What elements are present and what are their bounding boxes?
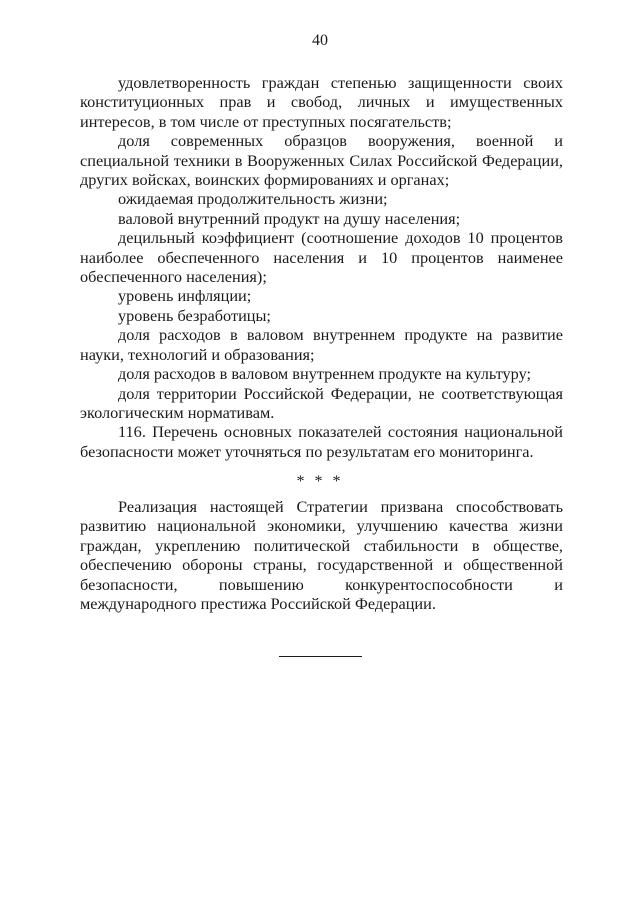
indicator-item: валовой внутренний продукт на душу населения; <box>118 208 461 228</box>
section-separator: * * * <box>296 473 344 490</box>
conclusion-block <box>80 497 563 613</box>
indicator-item: ожидаемая продолжительность жизни; <box>118 189 388 209</box>
indicator-item: удовлетворенность граждан степенью защищенности своих конституционных прав и свобод, личных и имущественных интересов, в том числе от преступных посягательств; <box>80 73 563 131</box>
indicator-item: децильный коэффициент (соотношение доходов 10 процентов наиболее обеспеченного населения и 10 процентов наименее обеспеченного населения); <box>80 228 563 287</box>
indicator-item: доля расходов в валовом внутреннем продукте на культуру; <box>118 364 532 384</box>
indicator-item: доля территории Российской Федерации, не соответствующая экологическим нормативам. <box>80 383 563 422</box>
page-number: 40 <box>312 32 328 49</box>
indicator-item: доля современных образцов вооружения, военной и специальной техники в Вооруженных Силах Российской Федерации, других войсках, воинских формированиях и органах; <box>80 131 563 190</box>
indicators-list <box>80 73 563 461</box>
indicator-item: уровень безработицы; <box>118 305 271 325</box>
conclusion-paragraph: Реализация настоящей Стратегии призвана способствовать развитию национальной экономики, улучшению качества жизни граждан, укреплению политической стабильности в обществе, обеспечению обороны страны, государственной и общественной безопасности, повышению конкурентоспособности и международного престижа Российской Федерации. <box>80 497 563 614</box>
clause-116: 116. Перечень основных показателей состояния национальной безопасности может уточняться по результатам его мониторинга. <box>80 422 563 461</box>
indicator-item: доля расходов в валовом внутреннем продукте на развитие науки, технологий и образования; <box>80 325 563 364</box>
closing-rule <box>279 656 362 657</box>
indicator-item: уровень инфляции; <box>118 286 252 306</box>
